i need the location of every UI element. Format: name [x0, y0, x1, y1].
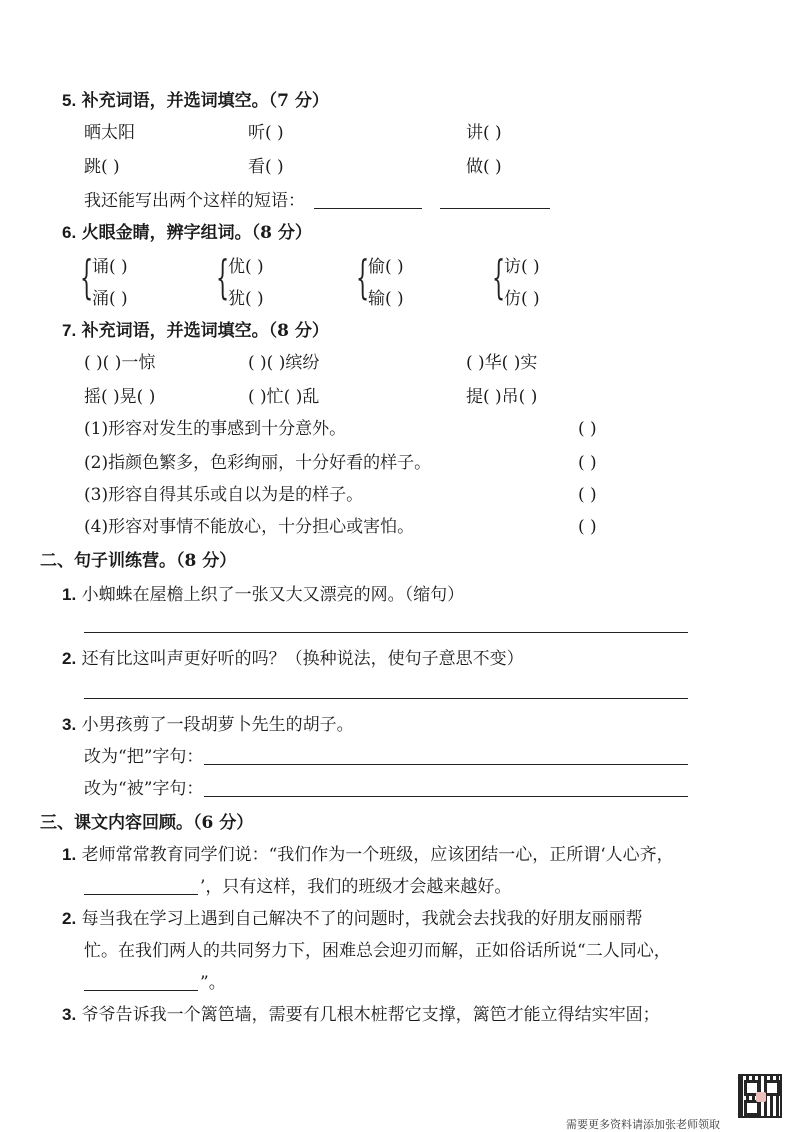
s2-q3: 3. 小男孩剪了一段胡萝卜先生的胡子。: [62, 715, 354, 735]
q5-answer-line-1[interactable]: [314, 208, 422, 209]
q6-g4-bottom[interactable]: 仿( ): [504, 289, 540, 309]
s3-q1-line2: ’，只有这样，我们的班级才会越来越好。: [200, 877, 512, 897]
q7-item-1-blank[interactable]: ( ): [578, 419, 597, 439]
q5-r1c3[interactable]: 讲( ): [466, 123, 502, 143]
q7-r1c1[interactable]: ( )( )一惊: [84, 353, 156, 373]
q7-r2c3[interactable]: 提( )吊( ): [466, 387, 538, 407]
s2-q1: 1. 小蜘蛛在屋檐上织了一张又大又漂亮的网。（缩句）: [62, 585, 465, 605]
q7-item-1: (1)形容对发生的事感到十分意外。: [84, 419, 347, 439]
q7-item-4: (4)形容对事情不能放心，十分担心或害怕。: [84, 517, 415, 537]
q6-g1-bottom[interactable]: 涌( ): [92, 289, 128, 309]
q5-answer-line-2[interactable]: [440, 208, 550, 209]
q6-title: 6. 火眼金睛，辨字组词。（8 分）: [62, 223, 312, 243]
q5-r1c2[interactable]: 听( ): [248, 123, 284, 143]
q6-g1-top[interactable]: 诵( ): [92, 257, 128, 277]
qr-code-icon: [738, 1074, 782, 1118]
s3-q2-line2: 忙。在我们两人的共同努力下，困难总会迎刃而解，正如俗话所说“二人同心，: [84, 941, 671, 961]
s2-q3-b-answer-line[interactable]: [204, 796, 688, 797]
brace-icon: {: [492, 250, 506, 304]
q5-title: 5. 补充词语，并选词填空。（7 分）: [62, 91, 329, 111]
q7-item-2: (2)指颜色繁多，色彩绚丽，十分好看的样子。: [84, 453, 432, 473]
q6-g3-top[interactable]: 偷( ): [368, 257, 404, 277]
q6-g3-bottom[interactable]: 输( ): [368, 289, 404, 309]
q7-item-3: (3)形容自得其乐或自以为是的样子。: [84, 485, 364, 505]
q5-extra: 我还能写出两个这样的短语：: [84, 191, 305, 211]
q6-g2-top[interactable]: 优( ): [228, 257, 264, 277]
q5-r1c1: 晒太阳: [84, 123, 135, 143]
s3-q1-blank[interactable]: [84, 894, 198, 895]
s2-q3-a-label: 改为“把”字句：: [84, 747, 204, 767]
s3-q2-line1: 2. 每当我在学习上遇到自己解决不了的问题时，我就会去找我的好朋友丽丽帮: [62, 909, 643, 929]
q7-r1c2[interactable]: ( )( )缤纷: [248, 353, 320, 373]
brace-icon: {: [216, 250, 230, 304]
q7-r1c3[interactable]: ( )华( )实: [466, 353, 538, 373]
q7-title: 7. 补充词语，并选词填空。（8 分）: [62, 321, 329, 341]
q6-g4-top[interactable]: 访( ): [504, 257, 540, 277]
s3-q2-blank[interactable]: [84, 990, 198, 991]
s2-q2: 2. 还有比这叫声更好听的吗？（换种说法，使句子意思不变）: [62, 649, 524, 669]
q7-r2c1[interactable]: 摇( )晃( ): [84, 387, 156, 407]
q7-r2c2[interactable]: ( )忙( )乱: [248, 387, 320, 407]
q5-r2c2[interactable]: 看( ): [248, 157, 284, 177]
s2-q3-b-label: 改为“被”字句：: [84, 779, 204, 799]
brace-icon: {: [356, 250, 370, 304]
q7-item-3-blank[interactable]: ( ): [578, 485, 597, 505]
s2-q1-answer-line[interactable]: [84, 632, 688, 633]
brace-icon: {: [80, 250, 94, 304]
s3-q3-line1: 3. 爷爷告诉我一个篱笆墙，需要有几根木桩帮它支撑，篱笆才能立得结实牢固；: [62, 1005, 660, 1025]
s2-q2-answer-line[interactable]: [84, 698, 688, 699]
s2-q3-a-answer-line[interactable]: [204, 764, 688, 765]
q6-g2-bottom[interactable]: 犹( ): [228, 289, 264, 309]
section2-title: 二、句子训练营。（8 分）: [40, 551, 237, 571]
footer-note: 需要更多资料请添加张老师领取: [566, 1118, 720, 1131]
q7-item-2-blank[interactable]: ( ): [578, 453, 597, 473]
q5-r2c3[interactable]: 做( ): [466, 157, 502, 177]
q7-item-4-blank[interactable]: ( ): [578, 517, 597, 537]
section3-title: 三、课文内容回顾。（6 分）: [40, 813, 254, 833]
s3-q1-line1: 1. 老师常常教育同学们说：“我们作为一个班级，应该团结一心，正所谓‘人心齐，: [62, 845, 674, 865]
q5-r2c1[interactable]: 跳( ): [84, 157, 120, 177]
s3-q2-line3: ”。: [200, 973, 226, 993]
